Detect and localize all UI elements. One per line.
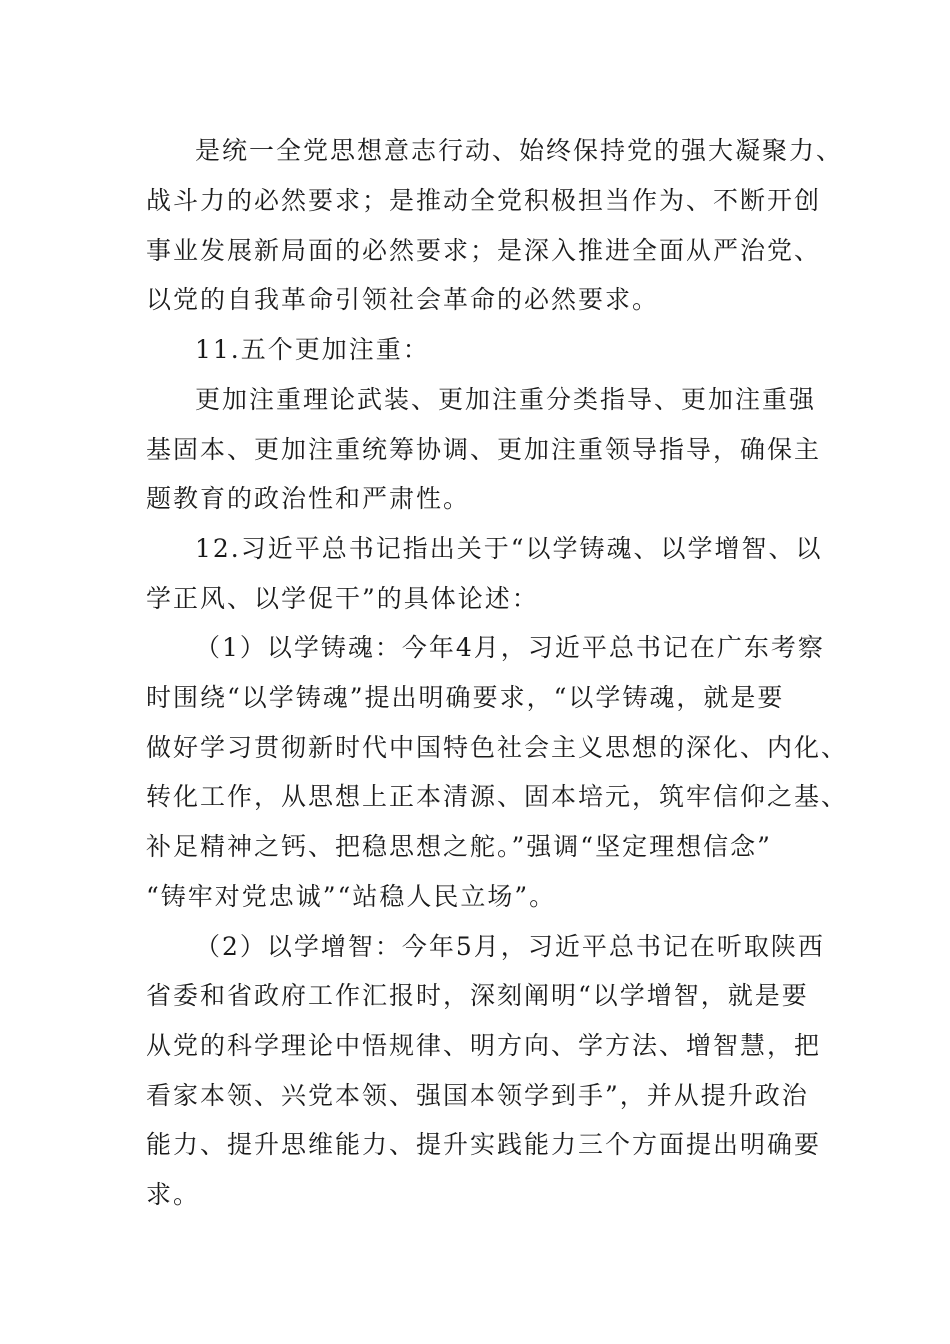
text-line: 基固本、更加注重统筹协调、更加注重领导指导，确保主 <box>146 435 822 464</box>
text-line: 事业发展新局面的必然要求；是深入推进全面从严治党、 <box>146 236 822 265</box>
text-line: 转化工作，从思想上正本清源、固本培元，筑牢信仰之基、 <box>146 782 849 811</box>
text-line: 时围绕“以学铸魂”提出明确要求，“以学铸魂，就是要 <box>146 683 785 712</box>
section-heading: 12.习近平总书记指出关于“以学铸魂、以学增智、以 <box>195 534 823 563</box>
text-line: 看家本领、兴党本领、强国本领学到手”，并从提升政治 <box>146 1081 809 1110</box>
text-line: 更加注重理论武装、更加注重分类指导、更加注重强 <box>195 385 817 414</box>
text-line: 是统一全党思想意志行动、始终保持党的强大凝聚力、 <box>195 136 844 165</box>
text-line: （2）以学增智：今年5月，习近平总书记在听取陕西 <box>195 932 825 961</box>
text-line: 求。 <box>146 1180 201 1209</box>
text-line: 省委和省政府工作汇报时，深刻阐明“以学增智，就是要 <box>146 981 809 1010</box>
text-line: （1）以学铸魂：今年4月，习近平总书记在广东考察 <box>195 633 825 662</box>
text-line: 以党的自我革命引领社会革命的必然要求。 <box>146 285 660 314</box>
text-line: 能力、提升思维能力、提升实践能力三个方面提出明确要 <box>146 1130 822 1159</box>
text-line: 题教育的政治性和严肃性。 <box>146 484 471 513</box>
text-line: 从党的科学理论中悟规律、明方向、学方法、增智慧，把 <box>146 1031 822 1060</box>
text-line: 补足精神之钙、把稳思想之舵。”强调“坚定理想信念” <box>146 832 772 861</box>
text-line: 学正风、以学促干”的具体论述： <box>146 584 539 613</box>
text-line: 做好学习贯彻新时代中国特色社会主义思想的深化、内化、 <box>146 733 849 762</box>
text-line: 战斗力的必然要求；是推动全党积极担当作为、不断开创 <box>146 186 822 215</box>
section-heading: 11.五个更加注重： <box>195 335 430 364</box>
text-line: “铸牢对党忠诚”“站稳人民立场”。 <box>146 882 557 911</box>
